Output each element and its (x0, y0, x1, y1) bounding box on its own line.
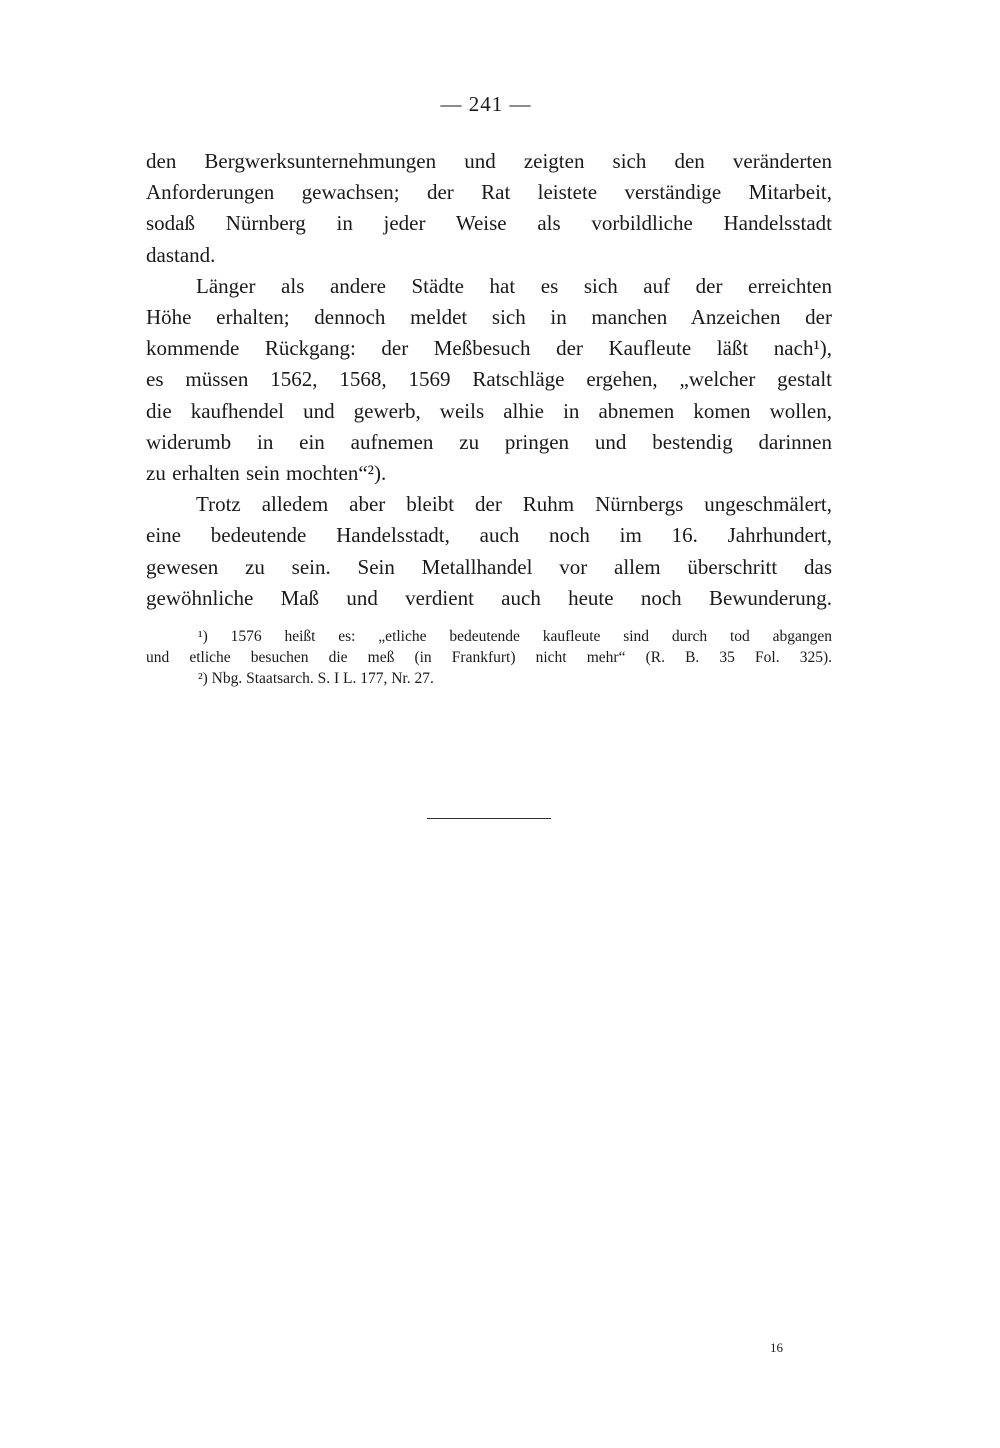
footnotes (146, 626, 832, 689)
text-line: Trotz alledem aber bleibt der Ruhm Nürnbergs ungeschmälert, (196, 492, 832, 517)
paragraph-3 (146, 489, 832, 614)
footnote-2: ²) Nbg. Staatsarch. S. I L. 177, Nr. 27. (198, 670, 434, 687)
body-text (146, 146, 832, 614)
text-line: Anforderungen gewachsen; der Rat leistete verständige Mitarbeit, (146, 180, 832, 205)
text-line: die kaufhendel und gewerb, weils alhie in abnemen komen wollen, (146, 398, 832, 423)
section-end-rule (427, 818, 551, 819)
text-line: Länger als andere Städte hat es sich auf der erreichten (196, 273, 832, 298)
footnote-1-line-2: und etliche besuchen die meß (in Frankfurt) nicht mehr“ (R. B. 35 Fol. 325). (146, 649, 832, 666)
signature-mark: 16 (770, 1340, 783, 1355)
text-line: sodaß Nürnberg in jeder Weise als vorbildliche Handelsstadt (146, 211, 832, 236)
paragraph-1 (146, 146, 832, 271)
text-line: widerumb in ein aufnemen zu pringen und bestendig darinnen (146, 429, 832, 454)
text-line: Höhe erhalten; dennoch meldet sich in manchen Anzeichen der (146, 305, 832, 330)
text-line: den Bergwerksunternehmungen und zeigten sich den veränderten (146, 149, 832, 173)
page-number: — 241 — (440, 92, 532, 116)
text-line: es müssen 1562, 1568, 1569 Ratschläge ergehen, „welcher gestalt (146, 367, 832, 392)
footnote-1-line-1: ¹) 1576 heißt es: „etliche bedeutende kaufleute sind durch tod abgangen (198, 628, 832, 645)
text-line: gewesen zu sein. Sein Metallhandel vor allem überschritt das (146, 554, 832, 579)
text-line: eine bedeutende Handelsstadt, auch noch im 16. Jahrhundert, (146, 523, 832, 548)
paragraph-2 (146, 271, 832, 489)
text-line: kommende Rückgang: der Meßbesuch der Kaufleute läßt nach¹), (146, 336, 832, 361)
text-line: dastand. (146, 242, 216, 267)
text-line: gewöhnliche Maß und verdient auch heute noch Bewunderung. (146, 585, 832, 610)
text-line: zu erhalten sein mochten“²). (146, 461, 387, 486)
